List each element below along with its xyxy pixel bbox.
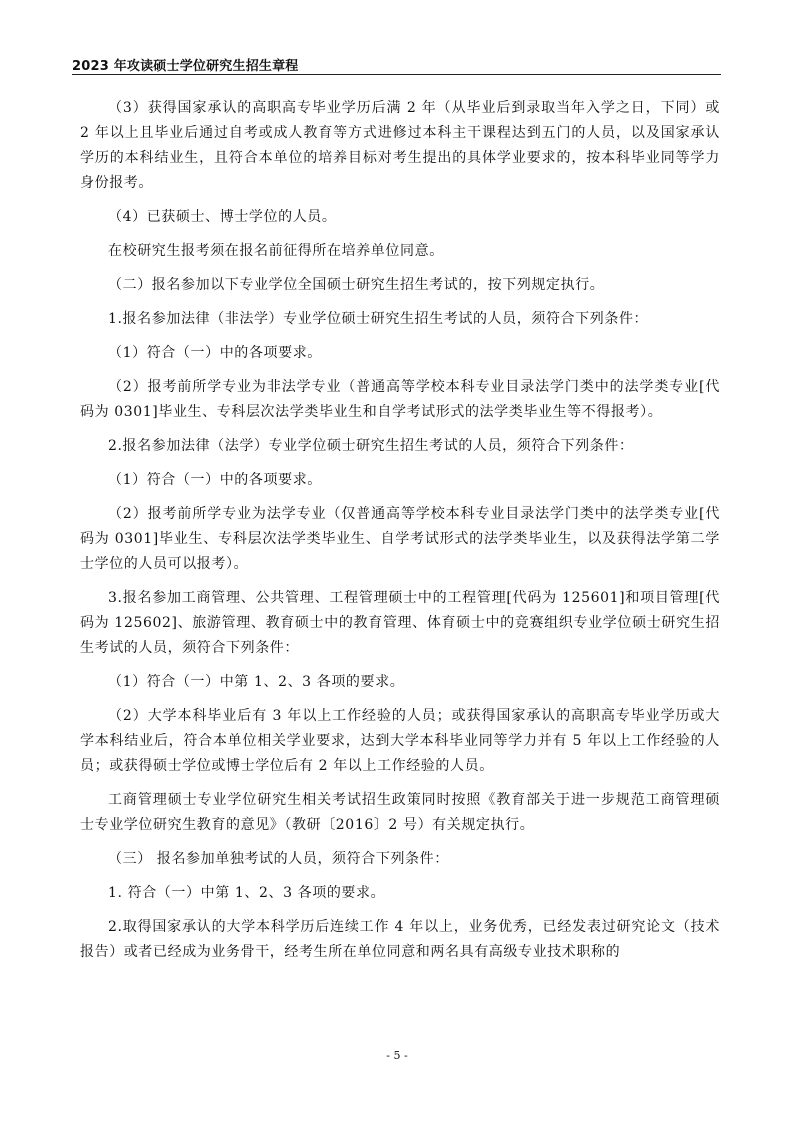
paragraph: 2.取得国家承认的大学本科学历后连续工作 4 年以上，业务优秀，已经发表过研究论文（技术报告）或者已经成为业务骨干，经考生所在单位同意和两名具有高级专业技术职称的 (80, 919, 720, 960)
paragraph: 在校研究生报考须在报名前征得所在培养单位同意。 (108, 243, 444, 259)
running-header-title: 2023 年攻读硕士学位研究生招生章程 (72, 59, 299, 74)
paragraph: （三） 报名参加单独考试的人员，须符合下列条件： (108, 851, 449, 867)
header-divider (72, 74, 721, 75)
paragraph: （3）获得国家承认的高职高专毕业学历后满 2 年（从毕业后到录取当年入学之日，下同）或 2 年以上且毕业后通过自考或成人教育等方式进修过本科主干课程达到五门的人员，以及国家承认学历的本科结业生，且符合本单位的培养目标对考生提出的具体学业要求的，按本科毕业同等学力身份报考。 (80, 100, 720, 191)
paragraph: 1.报名参加法律（非法学）专业学位硕士研究生招生考试的人员，须符合下列条件： (108, 311, 649, 327)
page-number: - 5 - (386, 1049, 408, 1062)
paragraph: 工商管理硕士专业学位研究生相关考试招生政策同时按照《教育部关于进一步规范工商管理硕士专业学位研究生教育的意见》（教研〔2016〕2 号）有关规定执行。 (80, 792, 720, 833)
paragraph: 2.报名参加法律（法学）专业学位硕士研究生招生考试的人员，须符合下列条件： (108, 438, 634, 454)
paragraph: （1）符合（一）中的各项要求。 (108, 345, 322, 361)
paragraph: （二）报名参加以下专业学位全国硕士研究生招生考试的，按下列规定执行。 (108, 277, 605, 293)
paragraph: 1. 符合（一）中第 1、2、3 各项的要求。 (108, 885, 386, 901)
paragraph: 3.报名参加工商管理、公共管理、工程管理硕士中的工程管理[代码为 125601]和项目管理[代码为 125602]、旅游管理、教育硕士中的教育管理、体育硕士中的竞赛组织专业学位硕士研究生招生考试的人员，须符合下列条件： (80, 590, 720, 656)
paragraph: （2）报考前所学专业为法学专业（仅普通高等学校本科专业目录法学门类中的法学类专业[代码为 0301]毕业生、专科层次法学类毕业生、自学考试形式的法学类毕业生，以及获得法学第二学士学位的人员可以报考）。 (80, 506, 720, 572)
paragraph: （1）符合（一）中第 1、2、3 各项的要求。 (108, 674, 405, 690)
paragraph: （1）符合（一）中的各项要求。 (108, 472, 322, 488)
paragraph: （2）大学本科毕业后有 3 年以上工作经验的人员；或获得国家承认的高职高专毕业学历或大学本科结业后，符合本单位相关学业要求，达到大学本科毕业同等学力并有 5 年以上工作经验的人员；或获得硕士学位或博士学位后有 2 年以上工作经验的人员。 (80, 708, 720, 774)
paragraph: （4）已获硕士、博士学位的人员。 (108, 209, 337, 225)
paragraph: （2）报考前所学专业为非法学专业（普通高等学校本科专业目录法学门类中的法学类专业[代码为 0301]毕业生、专科层次法学类毕业生和自学考试形式的法学类毕业生等不得报考）。 (80, 379, 720, 420)
document-body (80, 96, 720, 974)
